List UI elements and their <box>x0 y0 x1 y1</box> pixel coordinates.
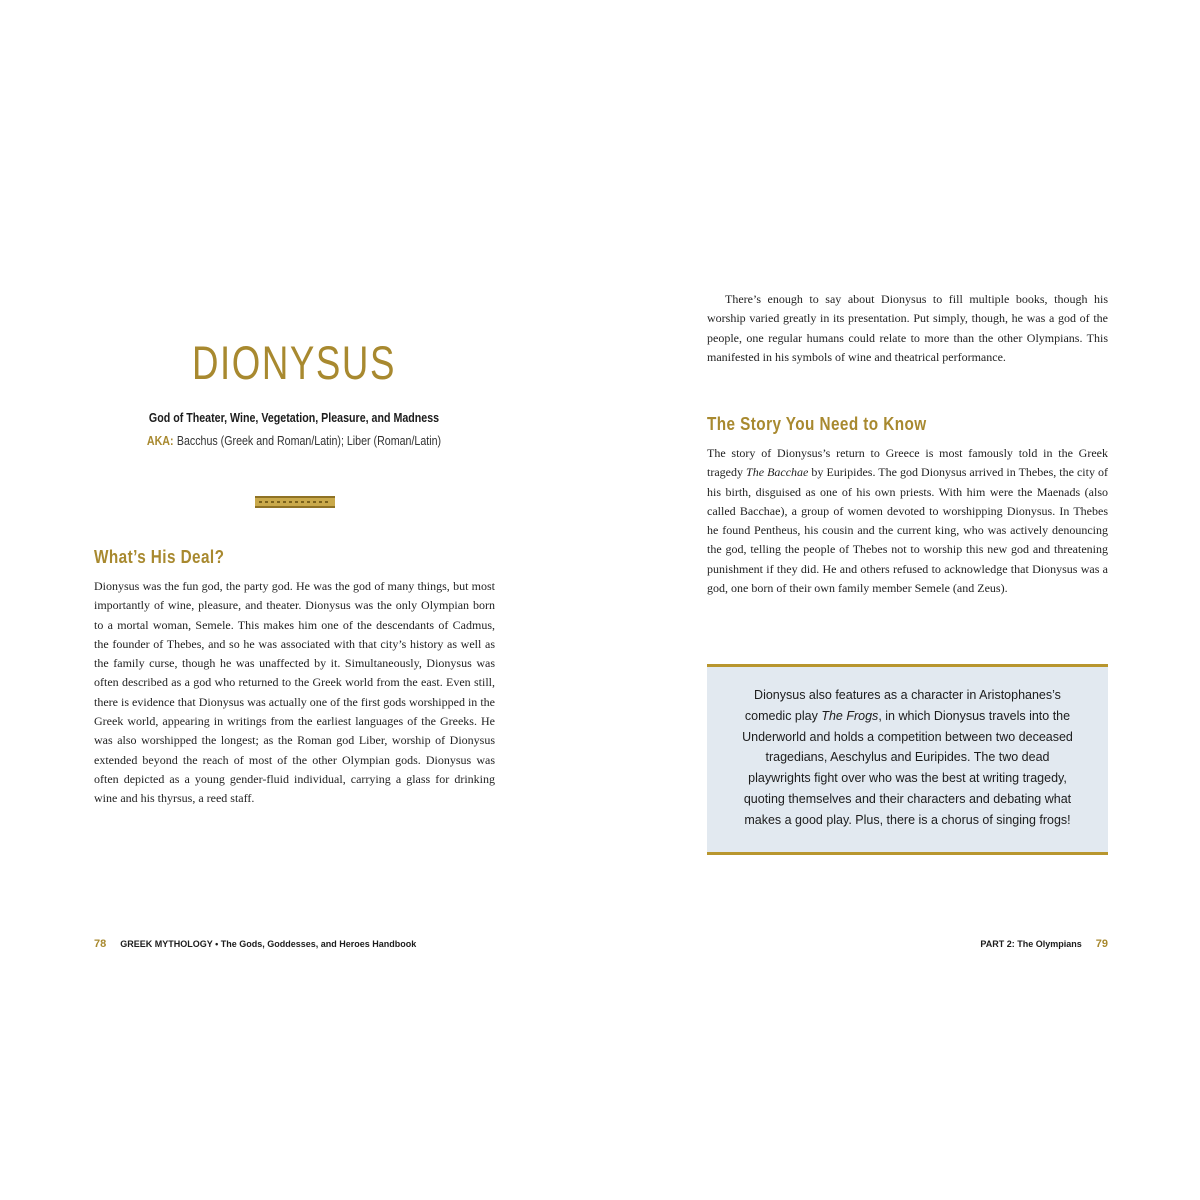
sidebar-text <box>737 685 1078 831</box>
chapter-title: DIONYSUS <box>192 336 396 389</box>
running-head-right: PART 2: The Olympians <box>980 939 1082 949</box>
footer-right <box>980 938 1108 950</box>
story-play-title: The Bacchae <box>746 465 809 480</box>
intro-paragraph-right: There’s enough to say about Dionysus to fill multiple books, though his worship varied greatly in its presentation. Put simply, though, he was a god of the people, one regular humans could relate to more than the other Olympians. This manifested in his symbols of wine and theatrical performance. <box>707 292 1108 364</box>
right-page <box>600 0 1200 1200</box>
story-text-part-1: The story of Dionysus’s return to Greece is most famously told in the Greek tragedy <box>707 446 1108 480</box>
god-domains-subtitle: God of Theater, Wine, Vegetation, Pleasure, and Madness <box>148 410 440 425</box>
story-text-part-2: by Euripides. The god Dionysus arrived in Thebes, the city of his birth, disguised as one of his own priests. With him were the Maenads (also called Bacchae), a group of women devoted to worshipping Dionysus. In Thebes he found Pentheus, his cousin and the current king, who was actively denouncing the god, telling the people of Thebes not to worship this new god and threatening punishment if they did. He and others refused to acknowledge that Dionysus was a god, one born of their own family member Semele (and Zeus). <box>707 465 1109 596</box>
sidebar-text-part-1: Dionysus also features as a character in Aristophanes’s comedic play <box>744 688 1061 723</box>
body-paragraph-left: Dionysus was the fun god, the party god. He was the god of many things, but most importantly of wine, pleasure, and theater. Dionysus was the only Olympian born to a mortal woman, Semele. This makes him one of the descendants of Cadmus, the founder of Thebes, and so he was associated with that city’s history as well as the family curse, though he was unaffected by it. Simultaneously, Dionysus was often described as a god who returned to the Greek world from the east. Even still, there is evidence that Dionysus was actually one of the first gods worshipped in the Greek world, appearing in writings from the earliest languages of the Greeks. He was also worshipped the longest; as the Roman god Liber, worship of Dionysus extended beyond the reach of most of the other Olympian gods. Dionysus was often depicted as a young gender-fluid individual, carrying a glass for drinking wine and his thyrsus, a reed staff. <box>94 579 495 806</box>
footer-left <box>94 938 416 950</box>
section-heading-story: The Story You Need to Know <box>707 414 927 434</box>
section-heading-whats-his-deal: What’s His Deal? <box>94 547 225 567</box>
aka-line <box>130 433 458 448</box>
running-head-left: GREEK MYTHOLOGY • The Gods, Goddesses, and Heroes Handbook <box>120 939 417 949</box>
sidebar-text-part-2: , in which Dionysus travels into the Underworld and holds a competition between two deceased tragedians, Aeschylus and Euripides. The two dead playwrights fight over who was the best at writing tragedy, quoting themselves and their characters and debating what makes a good play. Plus, there is a chorus of singing frogs! <box>742 708 1073 827</box>
sidebar-play-title: The Frogs <box>821 708 879 723</box>
story-paragraph <box>707 444 1108 598</box>
aka-label: AKA: <box>146 433 174 448</box>
aka-text: Bacchus (Greek and Roman/Latin); Liber (Roman/Latin) <box>176 433 442 448</box>
decorative-ornament-divider <box>255 496 335 508</box>
page-number-left: 78 <box>94 938 107 950</box>
page-number-right: 79 <box>1095 938 1108 950</box>
sidebar-callout-box <box>707 664 1108 855</box>
